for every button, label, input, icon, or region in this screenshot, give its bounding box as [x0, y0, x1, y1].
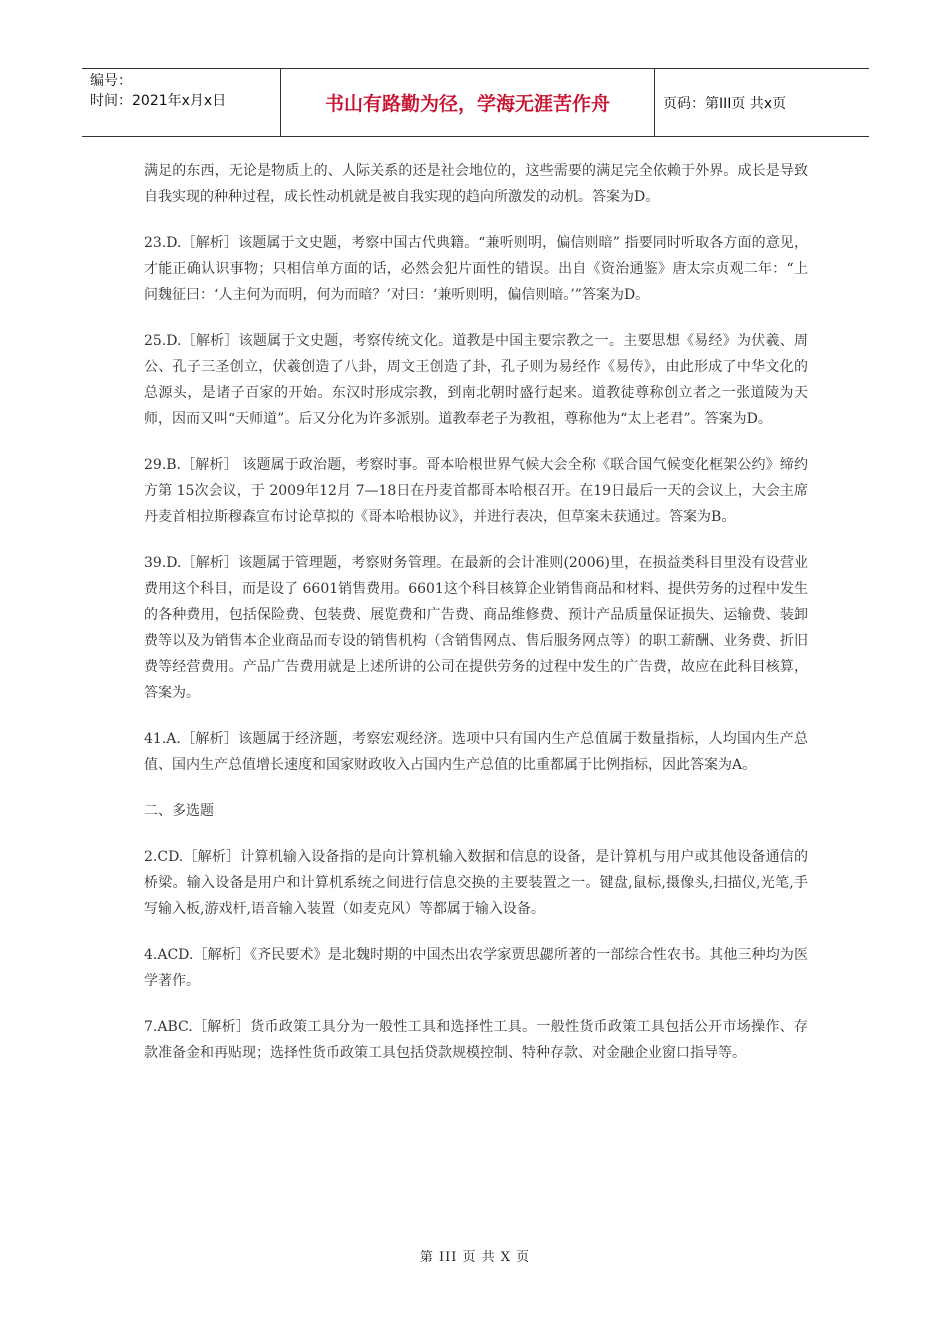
header-meta [82, 69, 281, 136]
time-label: 时间：2021年x月x日 [90, 93, 227, 109]
header-page-label: 页码：第III页 共x页 [663, 95, 787, 112]
answer-25: 25.D.［解析］该题属于文史题，考察传统文化。道教是中国主要宗教之一。主要思想《易经》为伏羲、周公、孔子三圣创立，伏羲创造了八卦，周文王创造了卦，孔子则为易经作《易传》，由此形成了中华文化的总源头，是诸子百家的开始。东汉时形成宗教，到南北朝时盛行起来。道教徒尊称创立者之一张道陵为天师，因而又叫“天师道”。后又分化为许多派别。道教奉老子为教祖，尊称他为“太上老君”。答案为D。 [144, 333, 808, 427]
answer-23: 23.D.［解析］该题属于文史题，考察中国古代典籍。“兼听则明，偏信则暗” 指要同时听取各方面的意见，才能正确认识事物；只相信单方面的话，必然会犯片面性的错误。出自《资治通鉴》唐太宗贞观二年：“上问魏征曰：‘人主何为而明，何为而暗？’对曰：‘兼听则明，偏信则暗。’”答案为D。 [144, 235, 808, 303]
paragraph-continuation: 满足的东西，无论是物质上的、人际关系的还是社会地位的，这些需要的满足完全依赖于外界。成长是导致自我实现的种种过程，成长性动机就是被自我实现的趋向所激发的动机。答案为D。 [144, 163, 808, 205]
document-body [144, 158, 808, 1086]
answer-29: 29.B.［解析］ 该题属于政治题，考察时事。哥本哈根世界气候大会全称《联合国气候变化框架公约》缔约方第 15次会议，于 2009年12月 7—18日在丹麦首都哥本哈根召开。在19日最后一天的会议上，大会主席丹麦首相拉斯穆森宣布讨论草拟的《哥本哈根协议》，并进行表决，但草案未获通过。答案为B。 [144, 457, 808, 525]
code-label: 编号： [90, 73, 132, 89]
header-motto: 书山有路勤为径，学海无涯苦作舟 [281, 69, 655, 136]
answer-7: 7.ABC.［解析］货币政策工具分为一般性工具和选择性工具。一般性货币政策工具包括公开市场操作、存款准备金和再贴现；选择性货币政策工具包括贷款规模控制、特种存款、对金融企业窗口指导等。 [144, 1019, 808, 1061]
answer-41: 41.A.［解析］该题属于经济题，考察宏观经济。选项中只有国内生产总值属于数量指标，人均国内生产总值、国内生产总值增长速度和国家财政收入占国内生产总值的比重都属于比例指标，因此答案为A。 [144, 731, 808, 773]
page-header [82, 68, 869, 137]
page-footer: 第 III 页 共 X 页 [419, 1250, 531, 1265]
answer-2: 2.CD.［解析］计算机输入设备指的是向计算机输入数据和信息的设备，是计算机与用户或其他设备通信的桥梁。输入设备是用户和计算机系统之间进行信息交换的主要装置之一。键盘,鼠标,摄像头,扫描仪,光笔,手写输入板,游戏杆,语音输入装置（如麦克风）等都属于输入设备。 [144, 849, 808, 917]
section-title: 二、多选题 [144, 803, 214, 819]
answer-4: 4.ACD.［解析］《齐民要术》是北魏时期的中国杰出农学家贾思勰所著的一部综合性农书。其他三种均为医学著作。 [144, 947, 808, 989]
answer-39: 39.D.［解析］该题属于管理题，考察财务管理。在最新的会计准则(2006)里，在损益类科目里没有设营业费用这个科目，而是设了 6601销售费用。6601这个科目核算企业销售商品和材料、提供劳务的过程中发生的各种费用，包括保险费、包装费、展览费和广告费、商品维修费、预计产品质量保证损失、运输费、装卸费等以及为销售本企业商品而专设的销售机构（含销售网点、售后服务网点等）的职工薪酬、业务费、折旧费等经营费用。产品广告费用就是上述所讲的公司在提供劳务的过程中发生的广告费，故应在此科目核算，答案为。 [144, 555, 808, 701]
